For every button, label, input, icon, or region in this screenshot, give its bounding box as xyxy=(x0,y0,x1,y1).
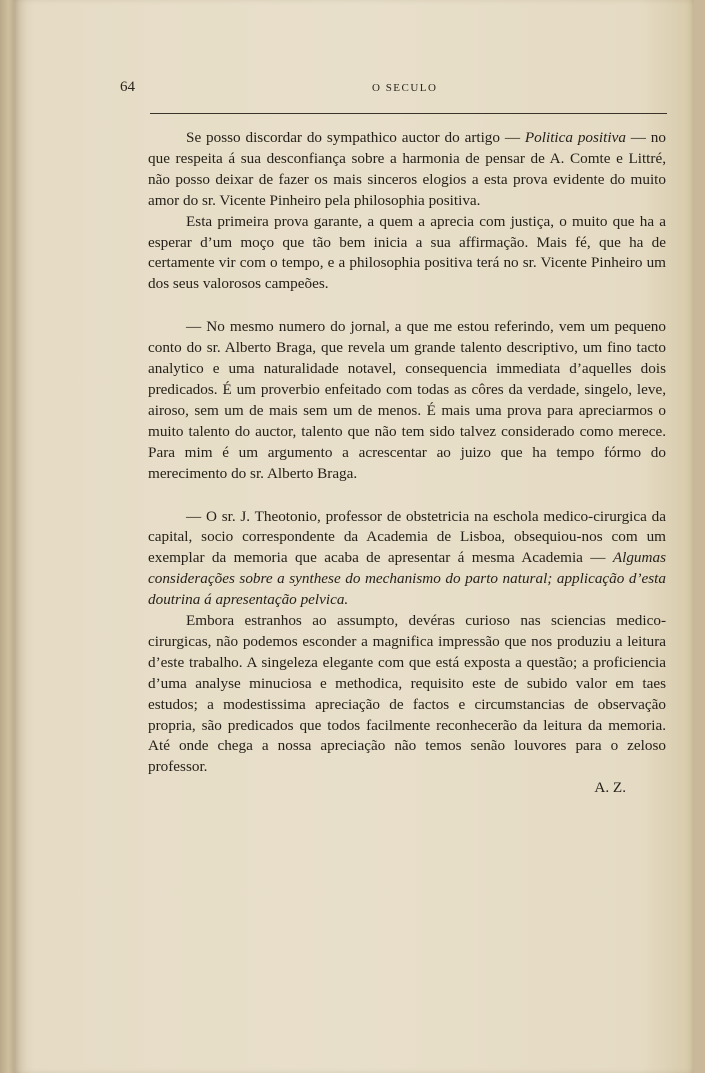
paragraph-5: Embora estranhos ao assumpto, devéras curioso nas sciencias medico-cirurgicas, não podemos esconder a magnifica impressão que nos produziu a leitura d’este trabalho. A singeleza elegante com que está exposta a questão; a proficiencia d’uma analyse minuciosa e methodica, requisito este de subido valor em taes estudos; a modestissima apreciação de factos e circumstancias de observação propria, são predicados que todos facilmente reconhecerão da leitura da memoria. Até onde chega a nossa apreciação não temos senão louvores para o zeloso professor. xyxy=(148,612,666,776)
page-number: 64 xyxy=(120,79,135,95)
author-signature: A. Z. xyxy=(594,779,626,797)
paragraph-4 xyxy=(148,507,666,612)
book-spine xyxy=(0,0,14,1073)
section-gap xyxy=(148,485,666,507)
paragraph-2: Esta primeira prova garante, a quem a aprecia com justiça, o muito que ha a esperar d’um moço que tão bem inicia a sua affirmação. Mais fé, que ha de certamente vir com o tempo, e a philosophia positiva terá no sr. Vicente Pinheiro um dos seus valorosos campeões. xyxy=(148,212,666,293)
paragraph-1-rest: — no que respeita á sua desconfiança sobre a harmonia de pensar de A. Comte e Littré, não posso deixar de fazer os mais sinceros elogios a esta prova evidente do muito amor do sr. Vicente Pinheiro pela philosophia positiva. xyxy=(148,129,666,209)
paragraph-1 xyxy=(148,128,666,212)
cited-article-title: Politica positiva xyxy=(524,129,626,146)
paragraph-1-intro: Se posso discordar do sympathico auctor do artigo — xyxy=(186,129,525,146)
article-body xyxy=(148,128,666,799)
page-header xyxy=(120,79,667,99)
running-title: O SECULO xyxy=(372,82,438,94)
paragraph-4-intro: — O sr. J. Theotonio, professor de obstetricia na eschola medico-cirurgica da capital, socio correspondente da Academia de Lisboa, obsequiou-nos com um exemplar da memoria que acaba de apresentar á mesma Academia — xyxy=(148,507,666,567)
memoir-title: Algumas considerações sobre a synthese do mechanismo do parto natural; applicação d’esta doutrina á apresentação pelvica. xyxy=(148,549,666,609)
header-rule xyxy=(150,113,667,114)
section-gap xyxy=(148,295,666,317)
paragraph-3: — No mesmo numero do jornal, a que me estou referindo, vem um pequeno conto do sr. Alberto Braga, que revela um grande talento descriptivo, um fino tacto analytico e uma naturalidade notavel, consequencia immediata d’aquelles dois predicados. É um proverbio enfeitado com todas as côres da verdade, singelo, leve, airoso, sem um de mais sem um de menos. É mais uma prova para apreciarmos o muito talento do auctor, talento que não tem sido talvez considerado como merece. Para mim é um argumento a acrescentar ao juizo que ha tempo fórmo do merecimento do sr. Alberto Braga. xyxy=(148,318,666,482)
